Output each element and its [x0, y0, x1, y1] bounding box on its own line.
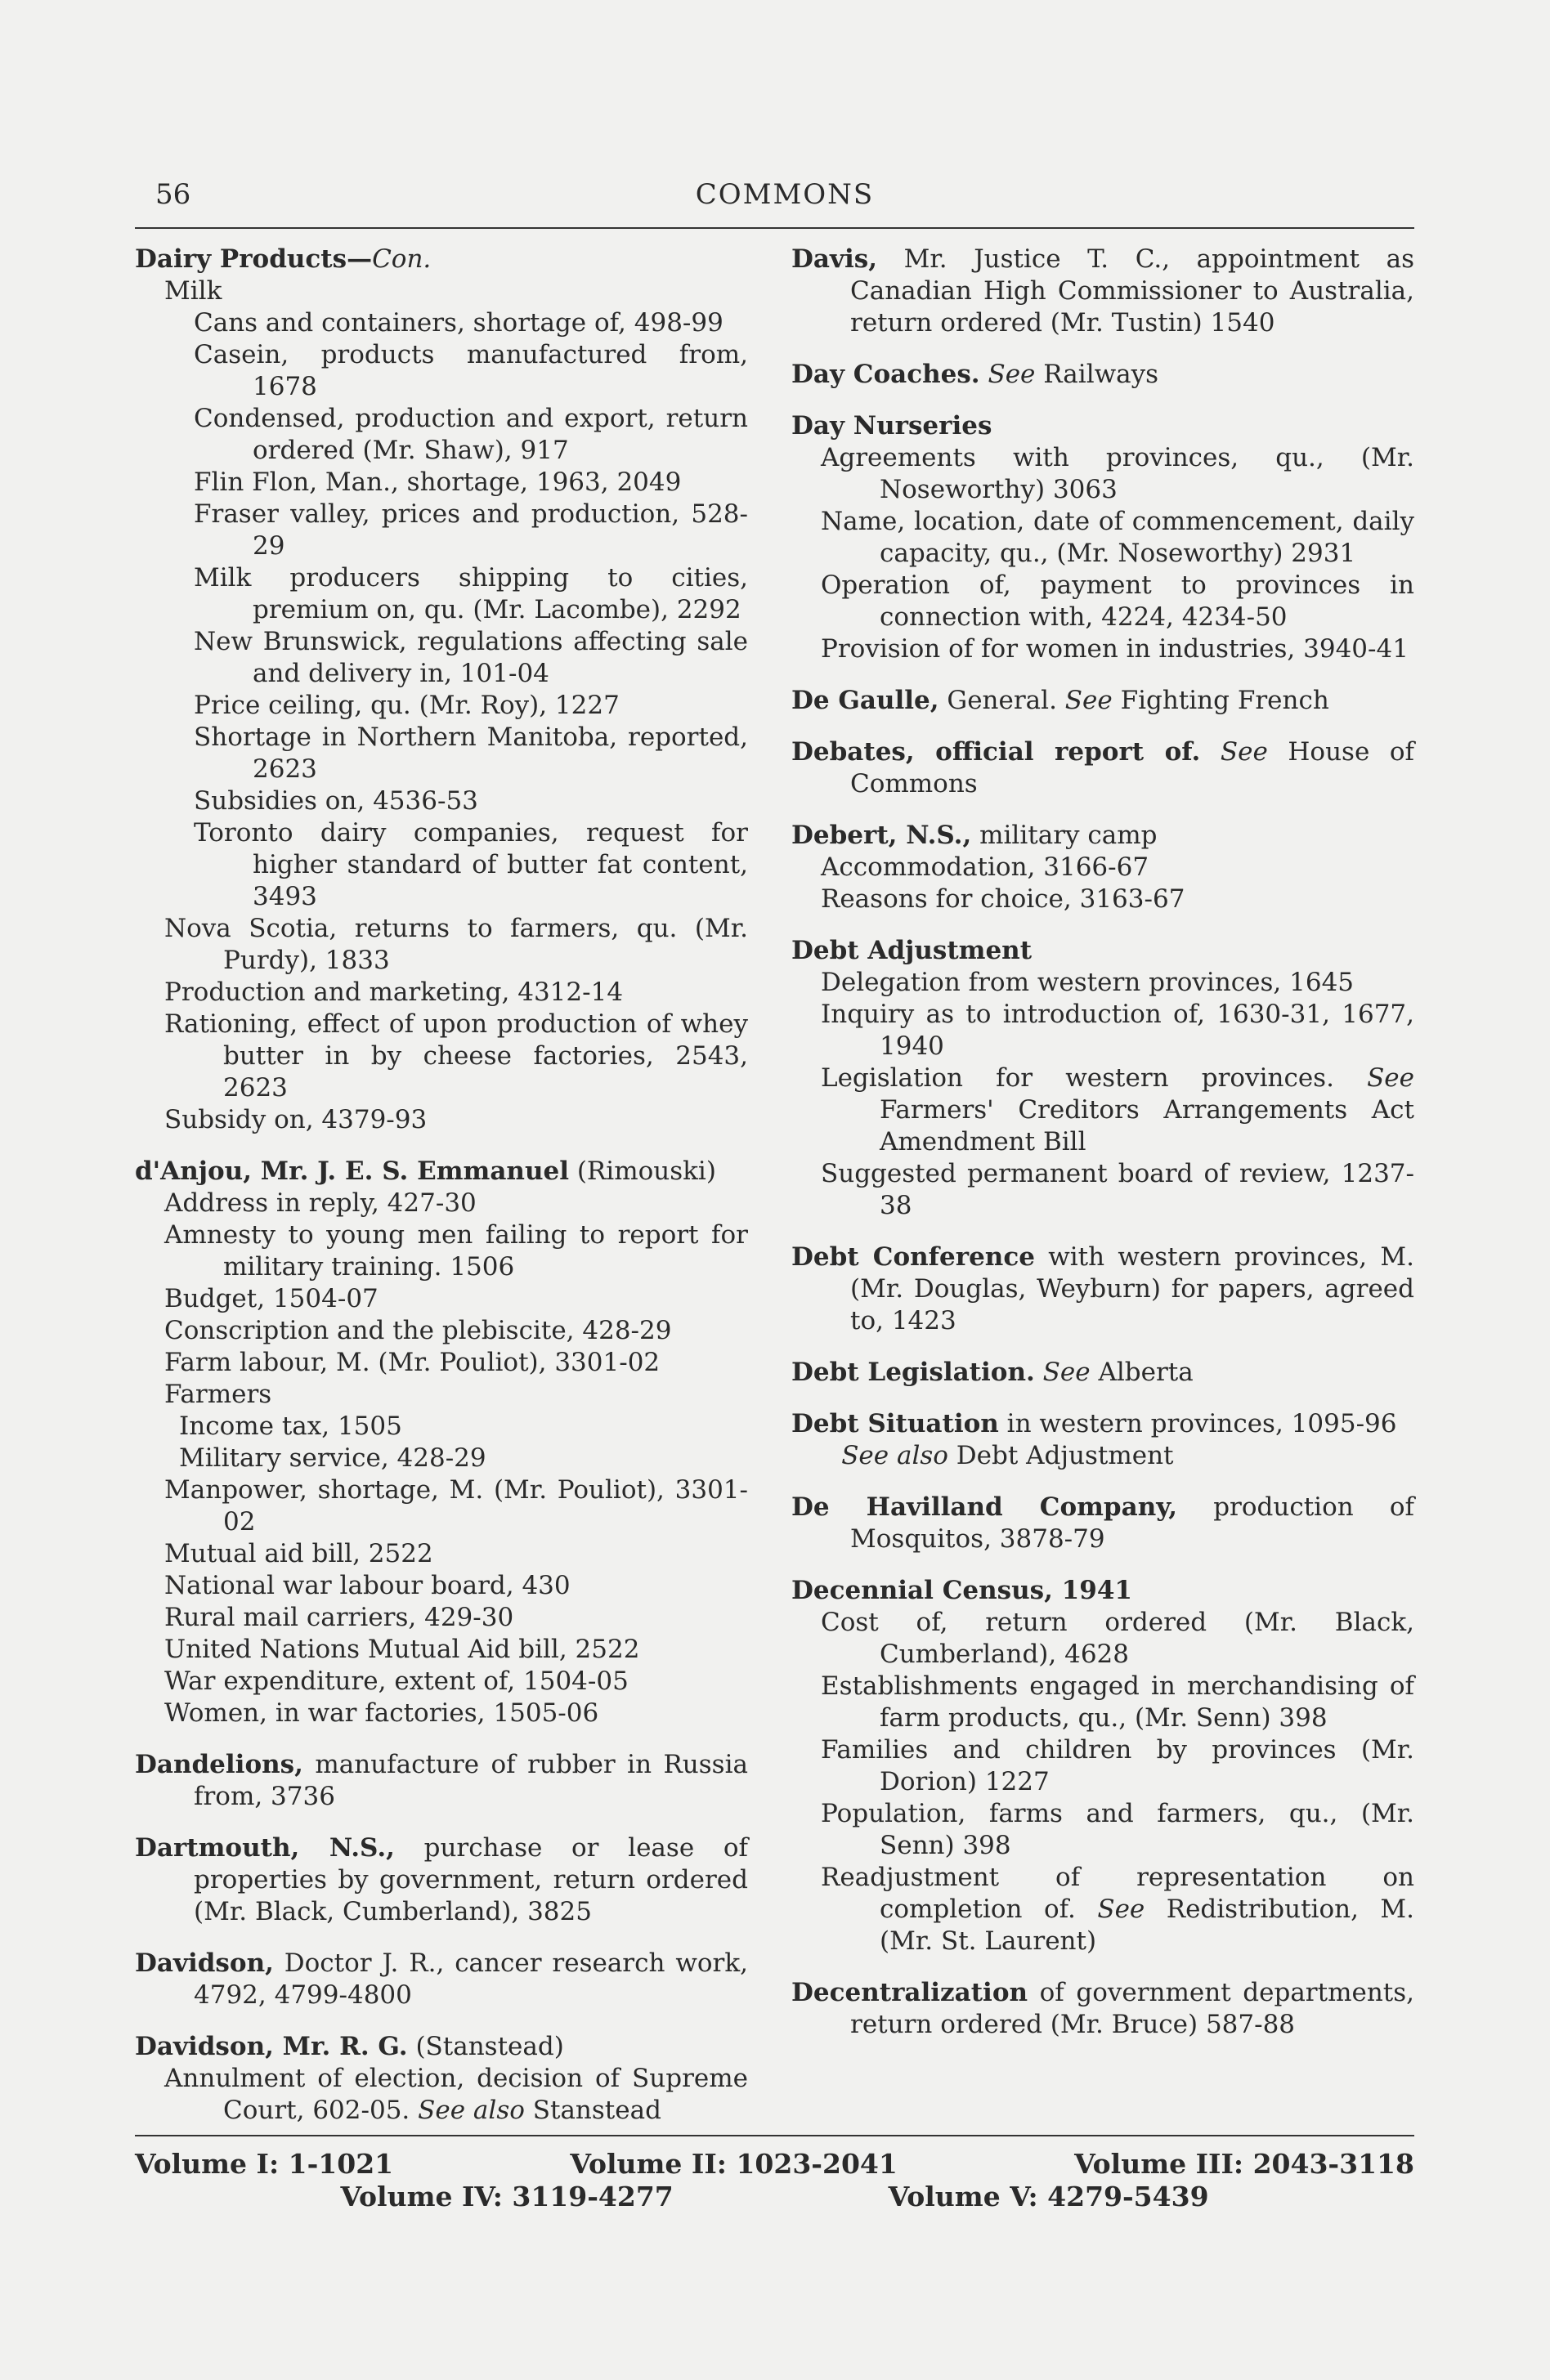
entry-heading-text: Dartmouth, N.S.,	[135, 1833, 395, 1863]
index-subentry	[791, 1798, 1414, 1862]
left-column	[135, 244, 748, 2127]
index-subentry	[791, 884, 1414, 915]
index-heading-entry	[791, 1977, 1414, 2041]
index-subentry	[135, 1347, 748, 1379]
index-subentry	[135, 1315, 748, 1347]
entry-text: Address in reply, 427-30	[164, 1188, 477, 1218]
volume-3-range: Volume III: 2043-3118	[1074, 2148, 1414, 2180]
index-subentry	[791, 570, 1414, 633]
entry-text: National war labour board, 430	[164, 1571, 571, 1600]
volume-1-range: Volume I: 1-1021	[135, 2148, 394, 2180]
index-subentry	[135, 1009, 748, 1104]
page-header	[155, 178, 1414, 227]
entry-text: Agreements with provinces, qu., (Mr. Noseworthy) 3063	[821, 443, 1414, 504]
entry-heading-text: Davidson, Mr. R. G.	[135, 2032, 408, 2061]
entry-text: Name, location, date of commencement, daily capacity, qu., (Mr. Noseworthy) 2931	[821, 507, 1414, 568]
entry-heading-text: Debert, N.S.,	[791, 821, 972, 850]
volume-2-range: Volume II: 1023-2041	[570, 2148, 898, 2180]
entry-text: General.	[939, 686, 1065, 715]
entry-text	[1035, 1358, 1043, 1387]
entry-text: Farmers	[164, 1380, 272, 1409]
index-subentry	[791, 1440, 1414, 1472]
page-number: 56	[155, 178, 191, 211]
index-subentry	[791, 852, 1414, 884]
index-heading-entry	[135, 1156, 748, 1188]
entry-text: Provision of for women in industries, 3940-41	[821, 634, 1409, 664]
index-subentry	[791, 633, 1414, 665]
entry-text: Reasons for choice, 3163-67	[821, 884, 1185, 914]
footer-rule	[135, 2135, 1414, 2136]
entry-text: Cost of, return ordered (Mr. Black, Cumberland), 4628	[821, 1608, 1414, 1669]
entry-text: Budget, 1504-07	[164, 1284, 379, 1313]
index-subentry	[791, 442, 1414, 506]
entry-text: (Stanstead)	[407, 2032, 564, 2061]
index-subentry	[135, 2063, 748, 2127]
entry-text: Casein, products manufactured from, 1678	[194, 340, 748, 401]
index-subentry	[135, 722, 748, 785]
index-subentry	[135, 1698, 748, 1729]
page-title: COMMONS	[695, 178, 875, 211]
entry-heading-text: Decentralization	[791, 1978, 1028, 2007]
cross-reference-text: See	[988, 360, 1036, 389]
entry-text: Milk producers shipping to cities, premium on, qu. (Mr. Lacombe), 2292	[194, 563, 748, 624]
right-column	[791, 244, 1414, 2041]
volume-5-range: Volume V: 4279-5439	[888, 2181, 1209, 2212]
index-subentry	[135, 1411, 748, 1443]
entry-text: Redistribution, M. (Mr. St. Laurent)	[880, 1895, 1415, 1956]
entry-heading-text: Day Coaches.	[791, 360, 980, 389]
entry-text: Legislation for western provinces.	[821, 1063, 1368, 1093]
entry-text: Delegation from western provinces, 1645	[821, 968, 1355, 997]
entry-text: Price ceiling, qu. (Mr. Roy), 1227	[194, 691, 620, 720]
index-subentry	[135, 913, 748, 977]
entry-text: Subsidy on, 4379-93	[164, 1105, 428, 1134]
index-heading-entry	[135, 1832, 748, 1928]
entry-heading-text: Debt Legislation.	[791, 1358, 1035, 1387]
header-rule	[135, 227, 1414, 229]
entry-text: purchase or lease of properties by government, return ordered (Mr. Black, Cumberland), 3825	[194, 1833, 748, 1926]
entry-text: Rationing, effect of upon production of whey butter in by cheese factories, 2543, 2623	[164, 1009, 748, 1103]
entry-text: Cans and containers, shortage of, 498-99	[194, 308, 723, 338]
entry-text: in western provinces, 1095-96	[998, 1409, 1397, 1438]
index-heading-entry	[791, 736, 1414, 800]
entry-text: Stanstead	[524, 2096, 661, 2125]
entry-text: with western provinces, M. (Mr. Douglas, Weyburn) for papers, agreed to, 1423	[850, 1242, 1414, 1335]
entry-text: Mutual aid bill, 2522	[164, 1539, 433, 1568]
entry-text: military camp	[971, 821, 1158, 850]
index-subentry	[135, 467, 748, 499]
index-heading-entry	[135, 1948, 748, 2011]
index-subentry	[791, 1734, 1414, 1798]
entry-heading-text: Dandelions,	[135, 1750, 303, 1779]
entry-text: Rural mail carriers, 429-30	[164, 1603, 514, 1632]
entry-text: United Nations Mutual Aid bill, 2522	[164, 1635, 640, 1664]
index-subentry	[135, 817, 748, 913]
index-subentry	[135, 1634, 748, 1666]
cross-reference-text: See also	[418, 2096, 525, 2125]
entry-text: Establishments engaged in merchandising of farm products, qu., (Mr. Senn) 398	[821, 1671, 1414, 1733]
entry-text: Population, farms and farmers, qu., (Mr. Senn) 398	[821, 1799, 1414, 1860]
entry-text: Production and marketing, 4312-14	[164, 978, 624, 1007]
index-heading-entry	[791, 359, 1414, 391]
entry-text: Toronto dairy companies, request for higher standard of butter fat content, 3493	[194, 818, 748, 911]
entry-text: Inquiry as to introduction of, 1630-31, 1677, 1940	[821, 1000, 1414, 1061]
entry-text: Doctor J. R., cancer research work, 4792, 4799-4800	[194, 1948, 748, 2010]
index-subentry	[135, 562, 748, 626]
entry-text: Suggested permanent board of review, 1237-38	[821, 1159, 1414, 1220]
index-subentry	[135, 690, 748, 722]
entry-text: production of Mosquitos, 3878-79	[850, 1492, 1414, 1554]
index-subentry	[135, 1474, 748, 1538]
index-heading-entry	[791, 1575, 1414, 1607]
volume-4-range: Volume IV: 3119-4277	[340, 2181, 674, 2212]
index-subentry	[791, 506, 1414, 570]
index-subentry	[135, 1602, 748, 1634]
entry-heading-text: Davidson,	[135, 1948, 274, 1978]
entry-heading-text: Debates, official report of.	[791, 737, 1201, 767]
index-heading-entry	[791, 1357, 1414, 1389]
entry-text: Income tax, 1505	[179, 1411, 402, 1441]
cross-reference-text: See	[1064, 686, 1113, 715]
index-subentry	[135, 626, 748, 690]
index-heading-entry	[791, 1492, 1414, 1555]
cross-reference-text: See also	[841, 1441, 948, 1470]
entry-heading-text: De Havilland Company,	[791, 1492, 1178, 1522]
entry-text: (Rimouski)	[568, 1156, 716, 1186]
entry-text: Fighting French	[1112, 686, 1329, 715]
entry-text: Debt Adjustment	[947, 1441, 1174, 1470]
entry-text: New Brunswick, regulations affecting sale and delivery in, 101-04	[194, 627, 748, 688]
entry-text: Farmers' Creditors Arrangements Act Amendment Bill	[880, 1095, 1414, 1156]
index-heading-entry	[791, 244, 1414, 339]
index-subentry	[791, 1158, 1414, 1222]
entry-text: Readjustment of representation on completion of.	[821, 1863, 1414, 1924]
footer-row-1	[135, 2148, 1414, 2181]
entry-text: Shortage in Northern Manitoba, reported, 2623	[194, 722, 748, 784]
index-heading-entry	[791, 410, 1414, 442]
entry-heading-text: Debt Adjustment	[791, 936, 1033, 965]
entry-heading-text: Decennial Census, 1941	[791, 1576, 1132, 1605]
entry-text: Mr. Justice T. C., appointment as Canadian High Commissioner to Australia, return ordered (Mr. Tustin) 1540	[850, 244, 1414, 338]
entry-text: Condensed, production and export, return ordered (Mr. Shaw), 917	[194, 404, 748, 465]
index-subentry	[791, 967, 1414, 999]
entry-text	[980, 360, 988, 389]
cross-reference-text: See	[1097, 1895, 1145, 1924]
index-heading-entry	[791, 820, 1414, 852]
index-subentry	[135, 1283, 748, 1315]
entry-text: House of Commons	[850, 737, 1414, 799]
index-subentry	[791, 1062, 1414, 1158]
entry-text: Accommodation, 3166-67	[821, 852, 1149, 882]
entry-text	[1200, 737, 1221, 767]
index-heading-entry	[135, 244, 748, 275]
entry-text: Families and children by provinces (Mr. Dorion) 1227	[821, 1735, 1414, 1796]
entry-heading-text: Dairy Products—	[135, 244, 373, 274]
index-heading-entry	[791, 935, 1414, 967]
entry-text: Nova Scotia, returns to farmers, qu. (Mr. Purdy), 1833	[164, 914, 748, 975]
index-subentry	[791, 1607, 1414, 1671]
index-subentry	[135, 785, 748, 817]
index-subentry	[135, 977, 748, 1009]
entry-heading-text: De Gaulle,	[791, 686, 939, 715]
entry-text: Subsidies on, 4536-53	[194, 786, 478, 816]
cross-reference-text: See	[1042, 1358, 1091, 1387]
index-subentry	[135, 1570, 748, 1602]
entry-text: Operation of, payment to provinces in connection with, 4224, 4234-50	[821, 570, 1414, 632]
index-heading-entry	[135, 1749, 748, 1813]
index-subentry	[135, 307, 748, 339]
index-subentry	[135, 1219, 748, 1283]
entry-text: Farm labour, M. (Mr. Pouliot), 3301-02	[164, 1348, 661, 1377]
index-subentry	[135, 499, 748, 562]
entry-heading-text: Davis,	[791, 244, 878, 274]
index-subentry	[135, 275, 748, 307]
footer-row-2	[135, 2181, 1414, 2213]
entry-heading-text: Day Nurseries	[791, 411, 992, 441]
volume-footer	[135, 2148, 1414, 2213]
index-subentry	[135, 1443, 748, 1474]
entry-text: Flin Flon, Man., shortage, 1963, 2049	[194, 468, 682, 497]
index-subentry	[791, 999, 1414, 1062]
entry-text: manufacture of rubber in Russia from, 3736	[194, 1750, 748, 1811]
entry-text: Alberta	[1090, 1358, 1194, 1387]
index-heading-entry	[135, 2031, 748, 2063]
entry-text: Manpower, shortage, M. (Mr. Pouliot), 3301-02	[164, 1475, 748, 1537]
index-subentry	[135, 1666, 748, 1698]
entry-text: Milk	[164, 276, 222, 306]
entry-text: Railways	[1035, 360, 1159, 389]
index-subentry	[135, 403, 748, 467]
entry-text: War expenditure, extent of, 1504-05	[164, 1666, 629, 1696]
entry-text: Annulment of election, decision of Supreme Court, 602-05.	[164, 2064, 748, 2125]
index-subentry	[135, 1538, 748, 1570]
entry-heading-text: Debt Situation	[791, 1409, 999, 1438]
index-subentry	[791, 1671, 1414, 1734]
index-heading-entry	[791, 685, 1414, 717]
index-subentry	[135, 1379, 748, 1411]
index-heading-entry	[791, 1241, 1414, 1337]
entry-text: Amnesty to young men failing to report for military training. 1506	[164, 1220, 748, 1282]
index-subentry	[135, 339, 748, 403]
entry-heading-text: d'Anjou, Mr. J. E. S. Emmanuel	[135, 1156, 569, 1186]
index-heading-entry	[791, 1408, 1414, 1440]
entry-text: Military service, 428-29	[179, 1443, 486, 1473]
entry-text: Fraser valley, prices and production, 528-29	[194, 499, 748, 561]
entry-text: Conscription and the plebiscite, 428-29	[164, 1316, 672, 1345]
entry-text: Women, in war factories, 1505-06	[164, 1698, 599, 1728]
index-subentry	[791, 1862, 1414, 1957]
index-subentry	[135, 1104, 748, 1136]
cross-reference-text: See	[1367, 1063, 1414, 1093]
entry-text: of government departments, return ordered (Mr. Bruce) 587-88	[850, 1978, 1414, 2039]
cross-reference-text: See	[1220, 737, 1268, 767]
entry-heading-text: Debt Conference	[791, 1242, 1035, 1272]
index-subentry	[135, 1188, 748, 1219]
cross-reference-text: Con.	[372, 244, 432, 274]
